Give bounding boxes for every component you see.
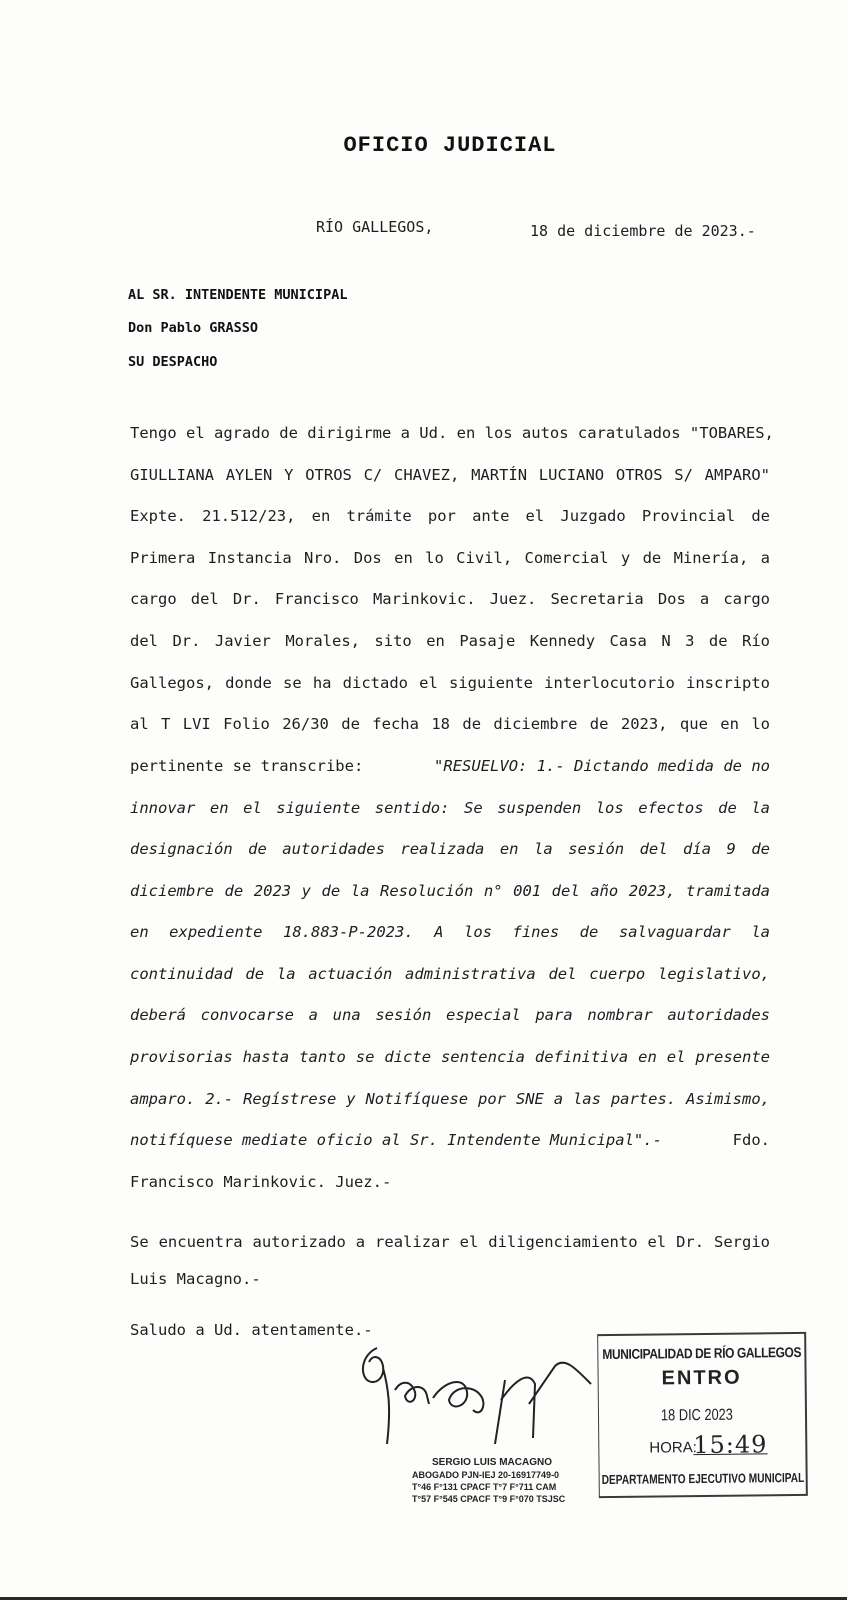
body-line: Gallegos, donde se ha dictado el siguiente interlocutorio inscripto [130,674,770,692]
resolution-line: diciembre de 2023 y de la Resolución n° 001 del año 2023, tramitada [130,882,770,900]
resolution-line: designación de autoridades realizada en la sesión del día 9 de [130,840,770,858]
authorized-line: Se encuentra autorizado a realizar el diligenciamiento el Dr. Sergio [130,1233,770,1251]
resolution-line: innovar en el siguiente sentido: Se suspenden los efectos de la [130,799,770,817]
document-title: OFICIO JUDICIAL [343,133,557,158]
resolution-last-line [130,1131,770,1149]
body-line: al T LVI Folio 26/30 de fecha 18 de diciembre de 2023, que en lo [130,715,770,733]
lawyer-registration: T°46 F°131 CPACF T°7 F°711 CAM [412,1482,557,1492]
resolution-line: continuidad de la actuación administrativa del cuerpo legislativo, [130,965,770,983]
resolution-line: provisorias hasta tanto se dicte sentencia definitiva en el presente [130,1048,770,1066]
authorized-line: Luis Macagno.- [130,1270,261,1288]
date: 18 de diciembre de 2023.- [530,222,756,240]
stamp-date: 18 DIC 2023 [660,1406,733,1425]
resolution-quote-end: notifíquese mediate oficio al Sr. Intendente Municipal".- [130,1131,662,1149]
transcription-prefix: pertinente se transcribe: [130,757,364,775]
lawyer-registration: T°57 F°545 CPACF T°9 F°070 TSJSC [412,1494,566,1504]
resolution-quote-start: "RESUELVO: 1.- Dictando medida de no [434,757,770,775]
stamp-hour-value: 15:49 [693,1430,768,1460]
resolution-line: en expediente 18.883-P-2023. A los fines de salvaguardar la [130,923,770,941]
transcription-line [130,757,770,775]
addressee-name: Don Pablo GRASSO [128,320,259,336]
judge-signature-line: Francisco Marinkovic. Juez.- [130,1173,392,1191]
stamp-hour-label: HORA: [649,1439,697,1457]
body-line: GIULLIANA AYLEN Y OTROS C/ CHAVEZ, MARTÍN LUCIANO OTROS S/ AMPARO" [130,466,770,484]
stamp-footer: DEPARTAMENTO EJECUTIVO MUNICIPAL [601,1469,805,1488]
reception-stamp [597,1332,808,1498]
handwritten-signature [355,1340,605,1460]
closing-salutation: Saludo a Ud. atentamente.- [130,1321,373,1339]
body-line: del Dr. Javier Morales, sito en Pasaje Kennedy Casa N 3 de Río [130,632,770,650]
stamp-entry: ENTRO [661,1366,742,1390]
body-line: Tengo el agrado de dirigirme a Ud. en los autos caratulados "TOBARES, [130,424,774,442]
body-line: Primera Instancia Nro. Dos en lo Civil, Comercial y de Minería, a [130,549,770,567]
resolution-line: deberá convocarse a una sesión especial para nombrar autoridades [130,1006,770,1024]
lawyer-name: SERGIO LUIS MACAGNO [431,1457,552,1468]
body-line: Expte. 21.512/23, en trámite por ante el Juzgado Provincial de [130,507,770,525]
resolution-line: amparo. 2.- Regístrese y Notifíquese por SNE a las partes. Asimismo, [130,1090,770,1108]
signed-by-label: Fdo. [732,1131,770,1149]
addressee-title: AL SR. INTENDENTE MUNICIPAL [128,287,348,303]
body-line: cargo del Dr. Francisco Marinkovic. Juez. Secretaria Dos a cargo [130,590,770,608]
lawyer-stamp [412,1457,572,1505]
lawyer-registration: ABOGADO PJN-IEJ 20-16917749-0 [412,1470,560,1480]
place: RÍO GALLEGOS, [316,218,434,236]
addressee-office: SU DESPACHO [128,354,218,370]
stamp-header: MUNICIPALIDAD DE RÍO GALLEGOS [602,1343,802,1363]
